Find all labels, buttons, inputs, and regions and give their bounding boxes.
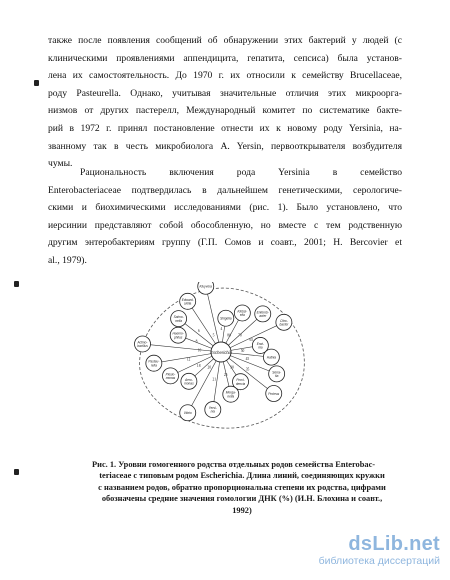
genus-node	[223, 386, 239, 402]
homology-value: 35	[245, 367, 250, 372]
homology-value: 21	[212, 377, 217, 382]
homology-value: 8	[195, 339, 198, 344]
text-line: также после появления сообщений об обнаружении этих бактерий у людей (с	[48, 35, 402, 46]
genus-node-label: Erwi-	[256, 341, 264, 346]
genus-node-label: monas	[184, 381, 194, 386]
genus-node-label: Yersi-	[208, 406, 217, 411]
scan-mark	[34, 80, 39, 86]
body-paragraph-2	[48, 164, 402, 270]
genus-node-label: Salmo-	[173, 315, 184, 320]
genus-node-label: bacillus	[137, 344, 148, 349]
homology-value: 70	[238, 333, 242, 338]
genus-node-label: ella	[239, 313, 245, 318]
genus-node-label: bacter	[279, 322, 289, 327]
genus-node	[135, 336, 151, 352]
genus-node-label: Provi-	[236, 378, 245, 383]
genus-node-label: nia	[210, 409, 215, 414]
genus-node	[162, 368, 178, 384]
body-paragraph-1	[48, 32, 402, 173]
genus-node	[180, 405, 196, 421]
homology-value: 50	[240, 348, 245, 353]
homology-value: 10	[197, 348, 202, 353]
figure-caption	[92, 459, 392, 516]
text-line: другим энтеробактериям группу (Г.П. Сомов и соавт., 2001; H. Bercovier et	[48, 237, 402, 249]
genus-node	[180, 293, 196, 309]
text-line: лена их самостоятельность. До 1970 г. их относили к семейству Brucellaceae,	[48, 70, 402, 82]
homology-value: 5	[212, 333, 215, 338]
caption-line: 1992)	[232, 505, 252, 515]
genus-node	[198, 282, 214, 294]
text-line: иерсинии представляют собой обособленную, но вместе с тем родственную	[48, 219, 402, 231]
genus-node-label: Klebsi-	[237, 309, 248, 314]
genus-node-label: Edward-	[181, 297, 194, 302]
genus-node-label: acter	[259, 313, 267, 318]
text-line: низмов от других пастерелл, Международный комитет по систематике бакте-	[48, 105, 402, 117]
genus-node-label: Plesio-	[165, 372, 176, 377]
genus-node	[276, 314, 292, 330]
genus-node-label: Serra-	[272, 370, 282, 375]
genus-node-label: Haemo-	[172, 331, 184, 336]
genus-node-label: Vibrio	[183, 411, 192, 416]
watermark-logo: dsLib.net	[348, 533, 440, 555]
genus-node-label: Shigella	[220, 316, 232, 321]
caption-line: Рис. 1. Уровни гомогенного родства отдельных родов семейства Enterobac-	[92, 460, 376, 469]
watermark-tagline: библиотека диссертаций	[318, 555, 440, 567]
genus-node	[234, 305, 250, 321]
scan-mark	[14, 281, 19, 287]
genus-node-label: philus	[174, 335, 183, 340]
homology-value: 4	[220, 327, 223, 332]
text-line: роду Pasteurella. Однако, учитывая значительные отличия этих микроорга-	[48, 87, 402, 99]
homology-value: 6	[197, 329, 200, 334]
homology-value: 20	[207, 365, 212, 370]
genus-node	[205, 402, 221, 418]
caption-line: teriaceae с типовым родом Escherichia. Длина линий, соединяющих кружки	[99, 471, 385, 481]
genus-node	[218, 310, 234, 326]
genus-node-label: nia	[258, 345, 263, 350]
homology-value: 18	[196, 363, 201, 368]
genus-node	[255, 306, 271, 322]
scan-mark	[14, 469, 19, 475]
genus-node-label: Proteus	[268, 391, 280, 396]
genus-relationship-diagram	[128, 282, 318, 432]
center-label: Escherichia	[210, 350, 232, 355]
genus-node	[263, 349, 279, 365]
genus-node-label: Kluyvera	[199, 284, 212, 289]
center-node	[210, 342, 232, 362]
homology-value: 45	[245, 356, 250, 361]
text-line: чумы.	[48, 158, 73, 170]
genus-node	[170, 327, 186, 343]
homology-value: 80	[227, 333, 231, 338]
genus-node-label: dencia	[235, 381, 246, 386]
text-line: Enterobacteriaceae подтвердилась в дальнейшем генетическими, серологиче-	[48, 184, 402, 196]
genus-node-label: tia	[274, 373, 279, 378]
homology-value: 65	[249, 338, 254, 343]
genus-node-label: Hafnia	[266, 355, 276, 360]
genus-node-label: Morga-	[225, 390, 236, 395]
genus-node-label: Enterob-	[256, 310, 269, 315]
homology-value: 25	[223, 372, 228, 377]
genus-node	[269, 366, 285, 382]
genus-node-label: Actino-	[137, 340, 148, 345]
site-watermark	[316, 533, 446, 569]
genus-node-label: nella	[227, 394, 235, 399]
caption-line: обозначены средние значения гомологии ДНК (%) (И.Н. Блохина и соавт.,	[101, 494, 383, 504]
text-line: клиническими проявлениями аппендицита, гепатита, сепсиса) была установ-	[48, 52, 402, 64]
genus-node-label: Citro-	[279, 318, 288, 323]
text-line: Рациональность включения рода Yersinia в семейство	[80, 167, 402, 178]
genus-node	[181, 373, 197, 389]
genus-node-label: siella	[184, 301, 192, 306]
caption-line: с названием родов, обратно пропорциональна степени их родства, цифрами	[98, 482, 386, 492]
genus-node-label: rella	[150, 363, 157, 368]
genus-node-label: nella	[175, 318, 183, 323]
genus-node	[266, 386, 282, 402]
homology-value: 30	[230, 365, 234, 370]
text-line: al., 1979).	[48, 254, 87, 266]
genus-node-label: Aero-	[184, 377, 193, 382]
genus-node	[146, 355, 162, 371]
homology-value: 12	[186, 357, 191, 362]
genus-node	[171, 311, 187, 327]
text-line: рий в 1972 г. принял постановление отнести их к новому роду Yersinia, на-	[48, 122, 402, 134]
genus-node-label: monas	[165, 375, 176, 380]
text-line: званному так в честь микробиолога A. Yersin, первооткрывателя возбудителя	[48, 140, 402, 152]
genus-node-label: Pasteu-	[148, 359, 160, 364]
text-line: скими и биохимическими исследованиями (рис. 1). Было установлено, что	[48, 202, 402, 214]
